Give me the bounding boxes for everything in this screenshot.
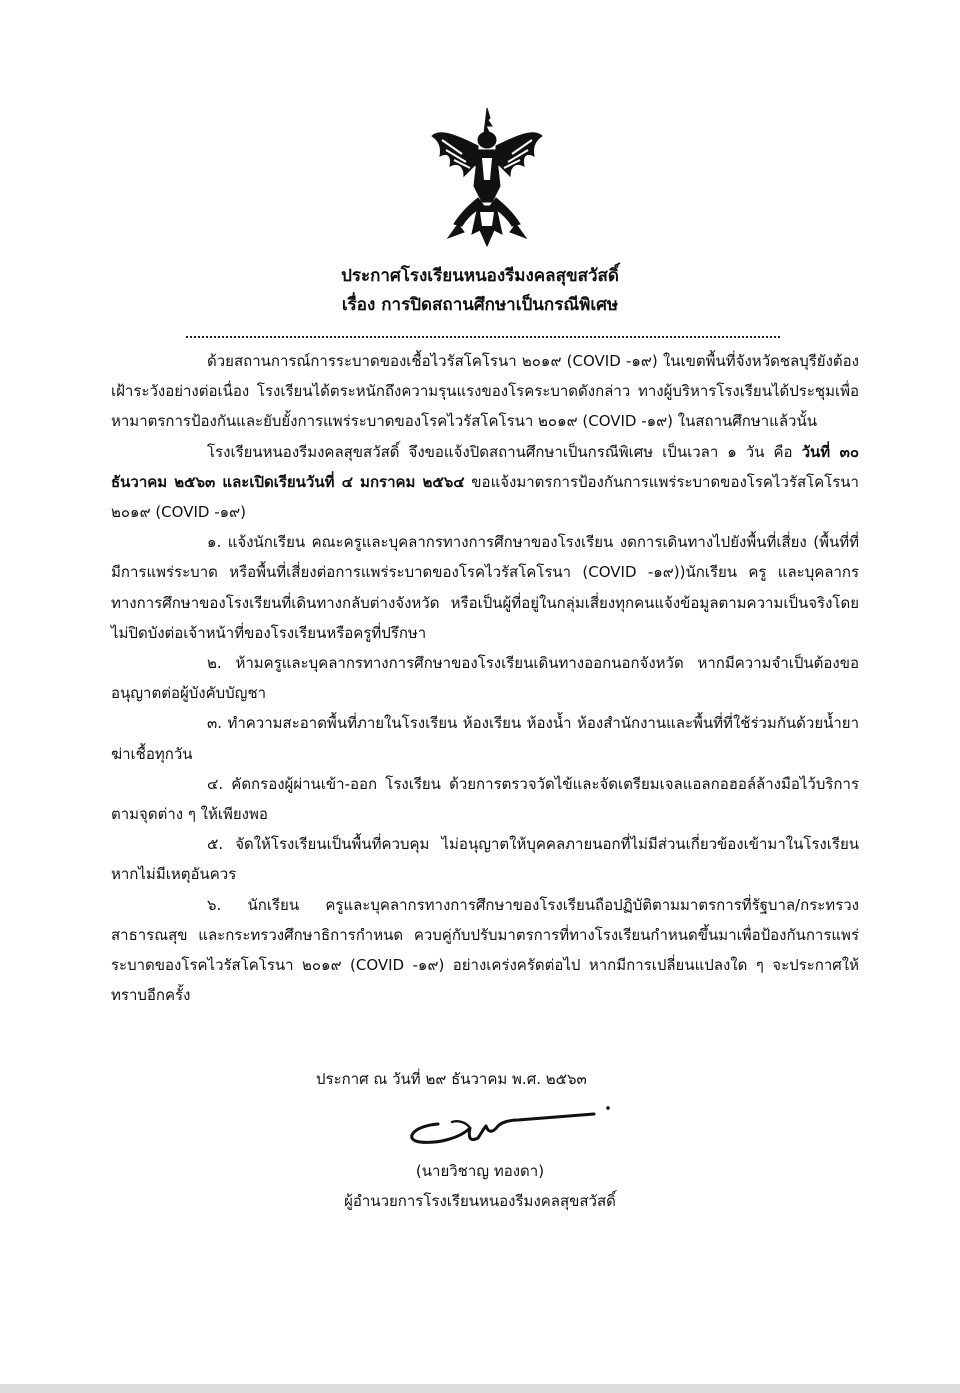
measure-item: ๕. จัดให้โรงเรียนเป็นพื้นที่ควบคุม ไม่อนุญาตให้บุคคลภายนอกที่ไม่มีส่วนเกี่ยวข้องเข้ามาในโรงเรียนหากไม่มีเหตุอันควร (111, 835, 859, 884)
page-bottom-edge (0, 1384, 960, 1393)
dotted-divider (186, 336, 780, 338)
intro-paragraph: ด้วยสถานการณ์การระบาดของเชื้อไวรัสโคโรนา ๒๐๑๙ (COVID -๑๙) ในเขตพื้นที่จังหวัดชลบุรียังต้องเฝ้าระวังอย่างต่อเนื่อง โรงเรียนได้ตระหนักถึงความรุนแรงของโรคระบาดดังกล่าว ทางผู้บริหารโรงเรียนได้ประชุมเพื่อหามาตรการป้องกันและยับยั้งการแพร่ระบาดของโรคไวรัสโคโรนา ๒๐๑๙ (COVID -๑๙) ในสถานศึกษาแล้วนั้น (111, 352, 859, 431)
closure-dates: วันที่ ๓๐ ธันวาคม ๒๕๖๓ และเปิดเรียนวันที่ ๔ มกราคม ๒๕๖๔ (111, 442, 860, 491)
signer-block (300, 1156, 660, 1216)
measure-item: ๑. แจ้งนักเรียน คณะครูและบุคลากรทางการศึกษาของโรงเรียน งดการเดินทางไปยังพื้นที่เสี่ยง (พื้นที่ที่มีการแพร่ระบาด หรือพื้นที่เสี่ยงต่อการแพร่ระบาดของโรคไวรัสโคโรนา (COVID -๑๙))นักเรียน ครู และบุคลากรทางการศึกษาของโรงเรียนที่เดินทางกลับต่างจังหวัด หรือเป็นผู้ที่อยู่ในกลุ่มเสี่ยงทุกคนแจ้งข้อมูลตามความเป็นจริงโดยไม่ปิดบังต่อเจ้าหน้าที่ของโรงเรียนหรือครูที่ปรึกษา (111, 533, 859, 642)
measure-item: ๒. ห้ามครูและบุคลากรทางการศึกษาของโรงเรียนเดินทางออกนอกจังหวัด หากมีความจำเป็นต้องขออนุญาตต่อผู้บังคับบัญชา (111, 654, 859, 703)
garuda-emblem-icon (428, 106, 546, 256)
page-title: ประกาศโรงเรียนหนองรีมงคลสุขสวัสดิ์ (341, 266, 619, 286)
announcement-date: ประกาศ ณ วันที่ ๒๙ ธันวาคม พ.ศ. ๒๕๖๓ (316, 1070, 587, 1088)
signer-name: (นายวิชาญ ทองดา) (415, 1162, 545, 1180)
measure-item: ๖. นักเรียน ครูและบุคลากรทางการศึกษาของโรงเรียนถือปฏิบัติตามมาตรการที่รัฐบาล/กระทรวงสาธารณสุข และกระทรวงศึกษาธิการกำหนด ควบคู่กับปรับมาตรการที่ทางโรงเรียนกำหนดขึ้นมาเพื่อป้องกันการแพร่ระบาดของโรคไวรัสโคโรนา ๒๐๑๙ (COVID -๑๙) อย่างเคร่งครัดต่อไป หากมีการเปลี่ยนแปลงใด ๆ จะประกาศให้ทราบอีกครั้ง (111, 895, 859, 1005)
announce-text-continued: ขอแจ้งมาตรการป้องกันการแพร่ระบาดของโรคไวรัสโคโรนา ๒๐๑๙ (COVID -๑๙) (111, 472, 859, 522)
announcement-heading (100, 262, 860, 320)
announce-paragraph (111, 437, 859, 528)
measure-item: ๓. ทำความสะอาดพื้นที่ภายในโรงเรียน ห้องเรียน ห้องน้ำ ห้องสำนักงานและพื้นที่ที่ใช้ร่วมกันด้วยน้ำยาฆ่าเชื้อทุกวัน (111, 714, 859, 763)
measure-item: ๔. คัดกรองผู้ผ่านเข้า-ออก โรงเรียน ด้วยการตรวจวัดไข้และจัดเตรียมเจลแอลกอฮอล์ล้างมือไว้บริการตามจุดต่าง ๆ ให้เพียงพอ (111, 774, 859, 824)
subject-line: เรื่อง การปิดสถานศึกษาเป็นกรณีพิเศษ (341, 295, 619, 315)
handwritten-signature-icon (398, 1098, 620, 1154)
signer-title: ผู้อำนวยการโรงเรียนหนองรีมงคลสุขสวัสดิ์ (344, 1192, 616, 1210)
announce-text: โรงเรียนหนองรีมงคลสุขสวัสดิ์ จึงขอแจ้งปิดสถานศึกษาเป็นกรณีพิเศษ เป็นเวลา ๑ วัน คือ (207, 442, 802, 461)
announcement-body (111, 346, 859, 1010)
